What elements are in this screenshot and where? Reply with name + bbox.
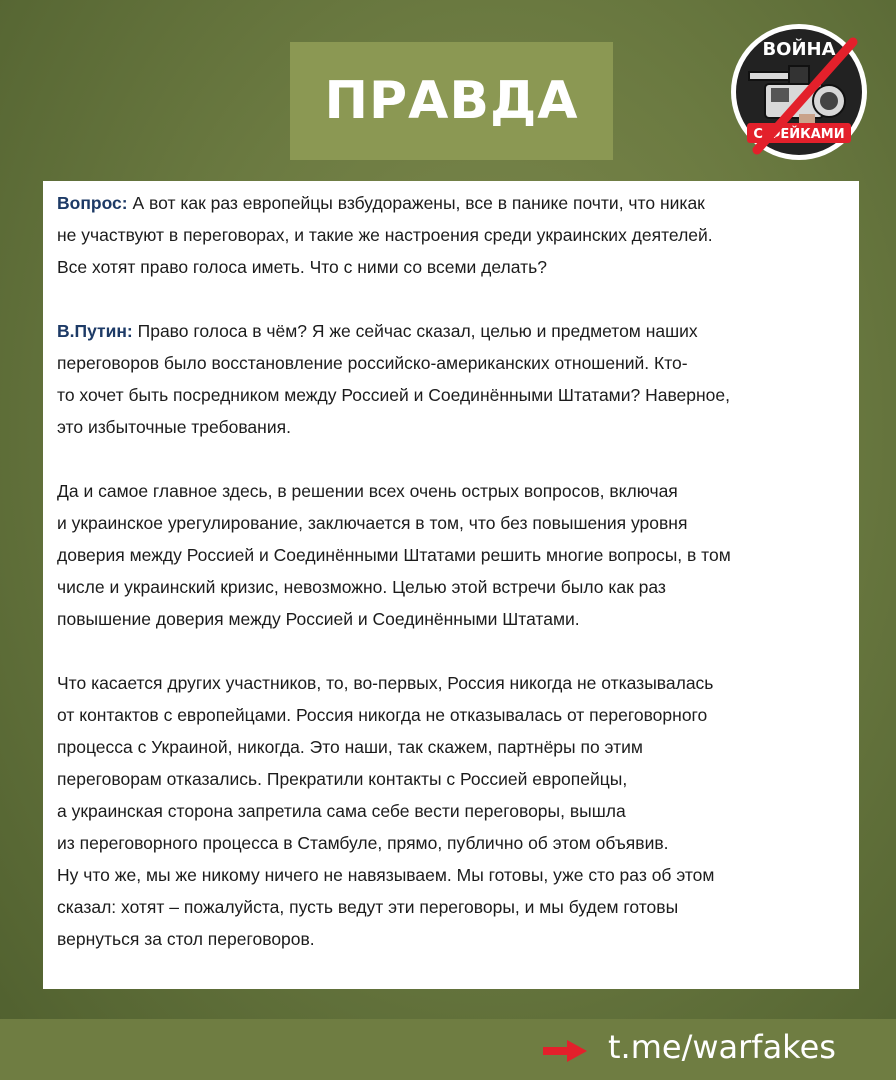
p3-line: а украинская сторона запретила сама себе вести переговоры, вышла: [57, 801, 626, 821]
transcript-card: [43, 181, 859, 989]
p2-line: доверия между Россией и Соединёнными Штатами решить многие вопросы, в том: [57, 545, 731, 565]
question-line-2: не участвуют в переговорах, и такие же настроения среди украинских деятелей.: [57, 225, 713, 245]
right-arrow-icon: [543, 1040, 587, 1062]
logo-top-text: ВОЙНА: [762, 39, 836, 60]
telegram-channel-link[interactable]: t.me/warfakes: [608, 1028, 836, 1066]
p3-line: вернуться за стол переговоров.: [57, 929, 315, 949]
p3-line: Ну что же, мы же никому ничего не навязываем. Мы готовы, уже сто раз об этом: [57, 865, 715, 885]
answer-line-3: то хочет быть посредником между Россией и Соединёнными Штатами? Наверное,: [57, 385, 731, 405]
paragraph-3: [57, 667, 849, 955]
answer-paragraph: [57, 315, 849, 443]
p3-line: процесса с Украиной, никогда. Это наши, так скажем, партнёры по этим: [57, 737, 643, 757]
p3-line: от контактов с европейцами. Россия никогда не отказывалась от переговорного: [57, 705, 708, 725]
p3-line: переговорам отказались. Прекратили контакты с Россией европейцы,: [57, 769, 628, 789]
p2-line: повышение доверия между Россией и Соединёнными Штатами.: [57, 609, 580, 629]
p3-line: сказал: хотят – пожалуйста, пусть ведут эти переговоры, и мы будем готовы: [57, 897, 679, 917]
question-paragraph: [57, 187, 849, 283]
p3-line: из переговорного процесса в Стамбуле, прямо, публично об этом объявив.: [57, 833, 669, 853]
speaker-label: В.Путин:: [57, 321, 133, 341]
answer-line-4: это избыточные требования.: [57, 417, 291, 437]
p2-line: Да и самое главное здесь, в решении всех очень острых вопросов, включая: [57, 481, 678, 501]
paragraph-2: [57, 475, 849, 635]
question-label: Вопрос:: [57, 193, 128, 213]
war-on-fakes-logo: [729, 22, 869, 162]
question-line-1: Вопрос: А вот как раз европейцы взбудоражены, все в панике почти, что никак: [57, 193, 705, 213]
question-line-3: Все хотят право голоса иметь. Что с ними со всеми делать?: [57, 257, 547, 277]
p2-line: числе и украинский кризис, невозможно. Целью этой встречи было как раз: [57, 577, 666, 597]
logo-bottom-text: С ФЕЙКАМИ: [753, 127, 845, 142]
answer-line-1: В.Путин: Право голоса в чём? Я же сейчас сказал, целью и предметом наших: [57, 321, 698, 341]
answer-line-2: переговоров было восстановление российско-американских отношений. Кто-: [57, 353, 688, 373]
header-banner: [290, 42, 613, 160]
p3-line: Что касается других участников, то, во-первых, Россия никогда не отказывалась: [57, 673, 714, 693]
page-title: ПРАВДА: [324, 71, 579, 131]
p2-line: и украинское урегулирование, заключается в том, что без повышения уровня: [57, 513, 688, 533]
